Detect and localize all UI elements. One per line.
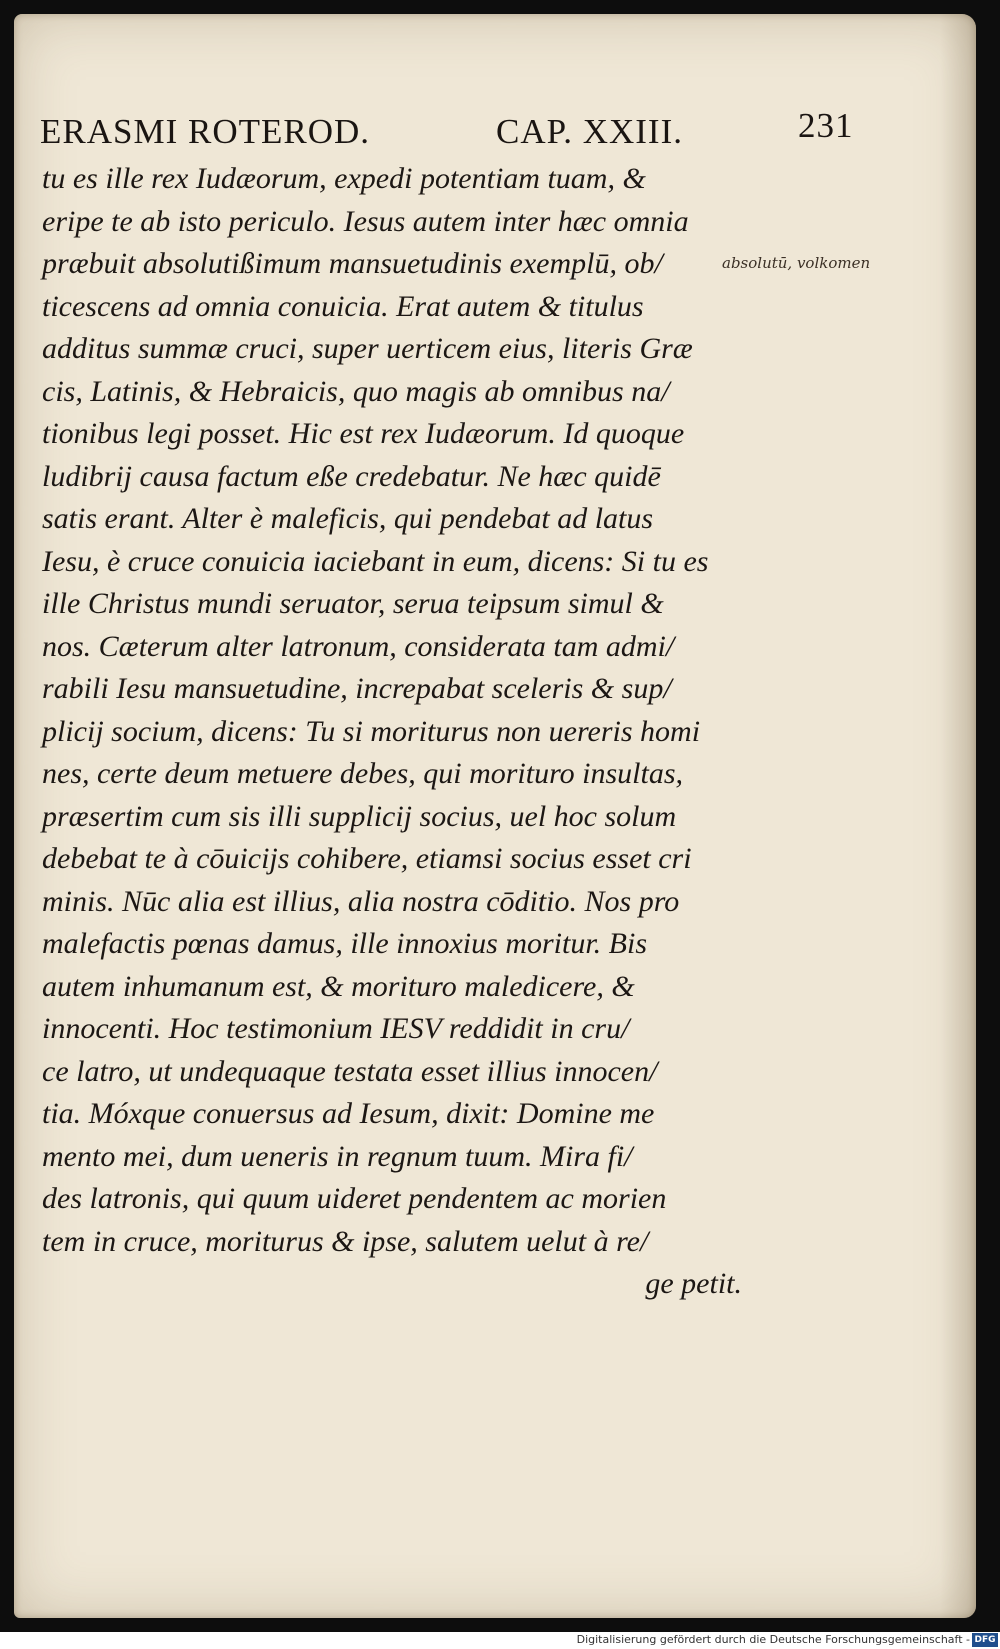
book-page bbox=[14, 14, 976, 1618]
text-line: debebat te à cōuicijs cohibere, etiamsi socius esset cri bbox=[42, 842, 692, 875]
text-line: tia. Móxque conuersus ad Iesum, dixit: Domine me bbox=[42, 1097, 655, 1130]
text-line: nes, certe deum metuere debes, qui morituro insultas, bbox=[42, 757, 684, 790]
dfg-logo: DFG bbox=[972, 1633, 998, 1647]
text-line: mento mei, dum ueneris in regnum tuum. Mira fi/ bbox=[42, 1139, 633, 1173]
text-line: autem inhumanum est, & morituro maledicere, & bbox=[42, 969, 635, 1003]
text-line: præbuit absolutißimum mansuetudinis exemplū, ob/ bbox=[42, 247, 663, 280]
text-line: des latronis, qui quum uideret pendentem ac morien bbox=[42, 1182, 667, 1215]
handwritten-margin-note: absolutū, volkomen bbox=[722, 254, 871, 272]
running-head-title: ERASMI ROTEROD. bbox=[40, 112, 371, 151]
chapter-label: CAP. XXIII. bbox=[496, 112, 683, 151]
text-line: eripe te ab isto periculo. Iesus autem inter hæc omnia bbox=[42, 204, 689, 238]
text-line: tionibus legi posset. Hic est rex Iudæorum. Id quoque bbox=[42, 417, 685, 450]
text-line: ludibrij causa factum eße credebatur. Ne hæc quidē bbox=[42, 459, 661, 493]
text-line: præsertim cum sis illi supplicij socius, uel hoc solum bbox=[42, 799, 677, 833]
page-number: 231 bbox=[798, 106, 854, 145]
text-line: satis erant. Alter è maleficis, qui pendebat ad latus bbox=[42, 502, 654, 535]
text-line: malefactis pœnas damus, ille innoxius moritur. Bis bbox=[42, 927, 648, 960]
text-line: plicij socium, dicens: Tu si moriturus non uereris homi bbox=[42, 714, 701, 748]
text-line: nos. Cæterum alter latronum, considerata tam admi/ bbox=[42, 629, 675, 663]
digitization-footer bbox=[0, 1632, 1000, 1649]
funding-credit: Digitalisierung gefördert durch die Deutsche Forschungsgemeinschaft - bbox=[576, 1633, 970, 1646]
running-head bbox=[40, 106, 870, 156]
final-line: ge petit. bbox=[645, 1267, 742, 1300]
text-line: ce latro, ut undequaque testata esset illius innocen/ bbox=[42, 1054, 658, 1088]
text-line: tu es ille rex Iudæorum, expedi potentiam tuam, & bbox=[42, 162, 646, 195]
text-line: additus summæ cruci, super uerticem eius, literis Græ bbox=[42, 332, 693, 365]
text-line: ticescens ad omnia conuicia. Erat autem & titulus bbox=[42, 289, 644, 323]
text-line: Iesu, è cruce conuicia iaciebant in eum, dicens: Si tu es bbox=[42, 544, 709, 578]
text-line: rabili Iesu mansuetudine, increpabat sceleris & sup/ bbox=[42, 672, 672, 705]
body-text bbox=[42, 158, 742, 1306]
text-line: tem in cruce, moriturus & ipse, salutem uelut à re/ bbox=[42, 1224, 649, 1258]
text-line: ille Christus mundi seruator, serua teipsum simul & bbox=[42, 587, 664, 620]
text-line: innocenti. Hoc testimonium IESV reddidit in cru/ bbox=[42, 1012, 630, 1045]
text-line: cis, Latinis, & Hebraicis, quo magis ab omnibus na/ bbox=[42, 374, 670, 408]
text-line: minis. Nūc alia est illius, alia nostra cōditio. Nos pro bbox=[42, 884, 680, 918]
